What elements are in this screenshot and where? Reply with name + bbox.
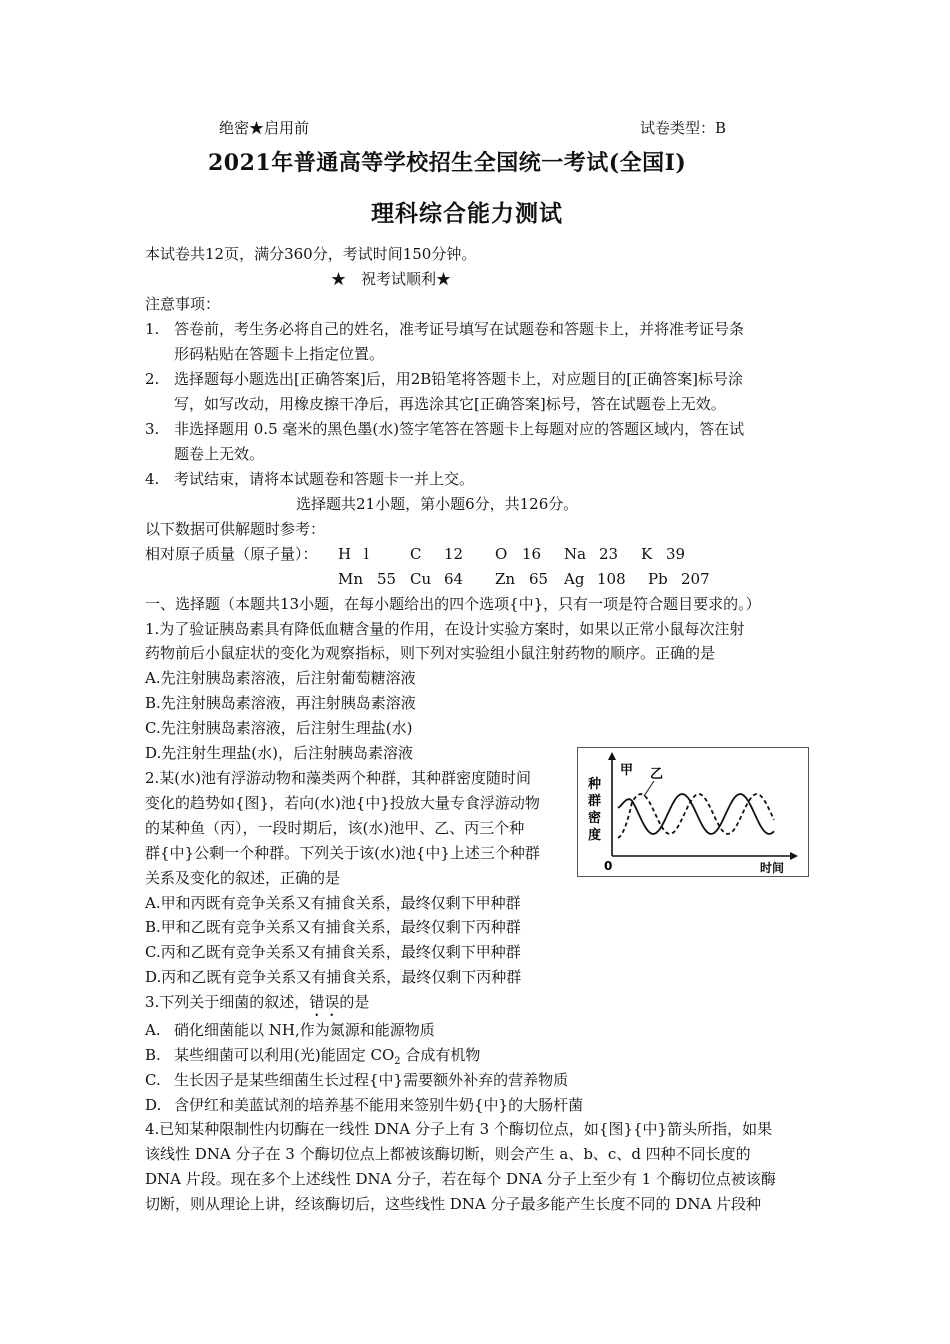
paper-type: 试卷类型：B xyxy=(640,119,727,137)
atomic-value: 207 xyxy=(681,570,710,588)
stem-prefix: 3.下列关于细菌的叙述， xyxy=(145,993,310,1011)
intro-text: 本试卷共12页，满分360分，考试时间150分钟。 xyxy=(145,245,477,263)
option-letter: B. xyxy=(145,1046,161,1064)
notice-line: 写，如写改动，用橡皮擦干净后，再选涂其它[正确答案]标号，答在试题卷上无效。 xyxy=(174,395,726,413)
y-label-char: 种 xyxy=(588,777,602,792)
notice-line: 题卷上无效。 xyxy=(174,445,265,463)
y-label-char: 密 xyxy=(588,811,602,826)
question-2-option: B.甲和乙既有竞争关系又有捕食关系，最终仅剩下丙种群 xyxy=(145,918,521,936)
notice-line: 形码粘贴在答题卡上指定位置。 xyxy=(174,345,385,363)
question-2-option: C.丙和乙既有竞争关系又有捕食关系，最终仅剩下甲种群 xyxy=(145,943,521,961)
wish-text: ★ 祝考试顺利★ xyxy=(331,270,452,288)
notice-title: 注意事项： xyxy=(145,295,221,313)
subscript: 2 xyxy=(394,1056,401,1067)
question-2-stem: 群{中}公剩一个种群。下列关于该(水)池{中}上述三个种群 xyxy=(145,844,540,862)
stem-emphasis: 错误 xyxy=(309,993,340,1011)
question-2-option: A.甲和丙既有竞争关系又有捕食关系，最终仅剩下甲种群 xyxy=(145,894,521,912)
question-4-stem: 该线性 DNA 分子在 3 个酶切位点上都被该酶切断，则会产生 a、b、c、d 四种不同长度的 xyxy=(145,1145,751,1163)
option-text-post: 合成有机物 xyxy=(400,1046,481,1064)
secret-label: 绝密★启用前 xyxy=(219,119,310,137)
atomic-symbol: Na xyxy=(564,545,587,563)
exam-title: 2021年普通高等学校招生全国统一考试(全国Ⅰ) xyxy=(208,150,687,176)
section-info: 选择题共21小题，第小题6分，共126分。 xyxy=(296,495,579,513)
question-3-option: 含伊红和美蓝试剂的培养基不能用来签别牛奶{中}的大肠杆菌 xyxy=(174,1096,584,1114)
question-4-stem: 切断，则从理论上讲，经该酶切后，这些线性 DNA 分子最多能产生长度不同的 DNA 片段种 xyxy=(145,1195,762,1213)
series-yi-label: 乙 xyxy=(650,767,664,782)
question-4-stem: DNA 片段。现在多个上述线性 DNA 分子，若在每个 DNA 分子上至少有 1 个酶切位点被该酶 xyxy=(145,1170,776,1188)
atomic-mass-label: 相对原子质量（原子量）： xyxy=(145,545,318,563)
atomic-value: 64 xyxy=(444,570,464,588)
population-density-figure xyxy=(577,747,809,877)
question-1-option: B.先注射胰岛素溶液，再注射胰岛素溶液 xyxy=(145,694,416,712)
y-label-char: 群 xyxy=(588,794,602,809)
atomic-symbol: C xyxy=(410,545,422,563)
question-2-stem: 变化的趋势如{图}，若向(水)池{中}投放大量专食浮游动物 xyxy=(145,794,540,812)
atomic-value: 55 xyxy=(377,570,397,588)
reference-title: 以下数据可供解题时参考： xyxy=(145,520,326,538)
question-1-stem: 1.为了验证胰岛素具有降低血糖含量的作用，在设计实验方案时，如果以正常小鼠每次注射 xyxy=(145,620,745,638)
question-2-stem: 的某种鱼（丙），一段时期后，该(水)池甲、乙、丙三个种 xyxy=(145,819,525,837)
option-letter: A. xyxy=(145,1021,161,1039)
option-letter: C. xyxy=(145,1071,161,1089)
series-yi-curve xyxy=(618,794,774,838)
atomic-value: 23 xyxy=(599,545,619,563)
atomic-value: 16 xyxy=(522,545,542,563)
notice-num: 4. xyxy=(145,470,160,488)
atomic-symbol: K xyxy=(641,545,653,563)
stem-suffix: 的是 xyxy=(339,993,370,1011)
notice-line: 选择题每小题选出[正确答案]后，用2B铅笔将答题卡上，对应题目的[正确答案]标号涂 xyxy=(174,370,743,388)
atomic-value: 65 xyxy=(529,570,549,588)
question-2-option: D.丙和乙既有竞争关系又有捕食关系，最终仅剩下丙种群 xyxy=(145,968,522,986)
notice-line: 考试结束，请将本试题卷和答题卡一并上交。 xyxy=(174,470,475,488)
question-1-option: C.先注射胰岛素溶液，后注射生理盐(水) xyxy=(145,719,413,737)
atomic-value: l xyxy=(364,545,369,563)
question-3-stem xyxy=(145,990,369,1020)
question-3-option: 硝化细菌能以 NH,作为氮源和能源物质 xyxy=(174,1021,435,1039)
option-text-pre: 某些细菌可以利用(光)能固定 CO xyxy=(174,1046,395,1064)
y-label-char: 度 xyxy=(588,828,602,843)
notice-num: 3. xyxy=(145,420,160,438)
exam-subtitle: 理科综合能力测试 xyxy=(371,200,563,227)
series-jia-label: 甲 xyxy=(620,763,634,778)
atomic-symbol: Ag xyxy=(564,570,585,588)
atomic-symbol: Cu xyxy=(410,570,432,588)
section-heading: 一、选择题（本题共13小题，在每小题给出的四个选项{中}，只有一项是符合题目要求的。） xyxy=(145,595,761,613)
atomic-symbol: O xyxy=(495,545,508,563)
atomic-value: 108 xyxy=(597,570,626,588)
question-1-stem: 药物前后小鼠症状的变化为观察指标，则下列对实验组小鼠注射药物的顺序。正确的是 xyxy=(145,644,716,662)
question-1-option: A.先注射胰岛素溶液，后注射葡萄糖溶液 xyxy=(145,669,416,687)
notice-line: 答卷前，考生务必将自己的姓名，准考证号填写在试题卷和答题卡上，并将准考证号条 xyxy=(174,320,745,338)
x-axis-label: 时间 xyxy=(760,861,785,875)
question-2-stem: 关系及变化的叙述，正确的是 xyxy=(145,869,341,887)
question-3-option: 生长因子是某些细菌生长过程{中}需要额外补弃的营养物质 xyxy=(174,1071,569,1089)
series-yi-pointer xyxy=(644,781,654,796)
atomic-value: 39 xyxy=(666,545,686,563)
population-curves-svg xyxy=(578,748,808,876)
notice-line: 非选择题用 0.5 毫米的黑色墨(水)签字笔答在答题卡上每题对应的答题区域内，答在试 xyxy=(174,420,745,438)
option-letter: D. xyxy=(145,1096,162,1114)
atomic-symbol: Pb xyxy=(648,570,668,588)
series-jia-curve xyxy=(618,794,774,834)
question-4-stem: 4.已知某种限制性内切酶在一线性 DNA 分子上有 3 个酶切位点，如{图}{中}箭头所指，如果 xyxy=(145,1120,773,1138)
question-2-stem: 2.某(水)池有浮游动物和藻类两个种群，其种群密度随时间 xyxy=(145,769,532,787)
notice-num: 1. xyxy=(145,320,160,338)
notice-num: 2. xyxy=(145,370,160,388)
x-axis-arrow xyxy=(790,852,798,860)
atomic-symbol: Zn xyxy=(495,570,516,588)
atomic-value: 12 xyxy=(444,545,464,563)
question-1-option: D.先注射生理盐(水)，后注射胰岛素溶液 xyxy=(145,744,413,762)
atomic-symbol: Mn xyxy=(338,570,364,588)
atomic-symbol: H xyxy=(338,545,352,563)
y-axis-arrow xyxy=(608,752,616,760)
origin-label: 0 xyxy=(604,859,613,873)
